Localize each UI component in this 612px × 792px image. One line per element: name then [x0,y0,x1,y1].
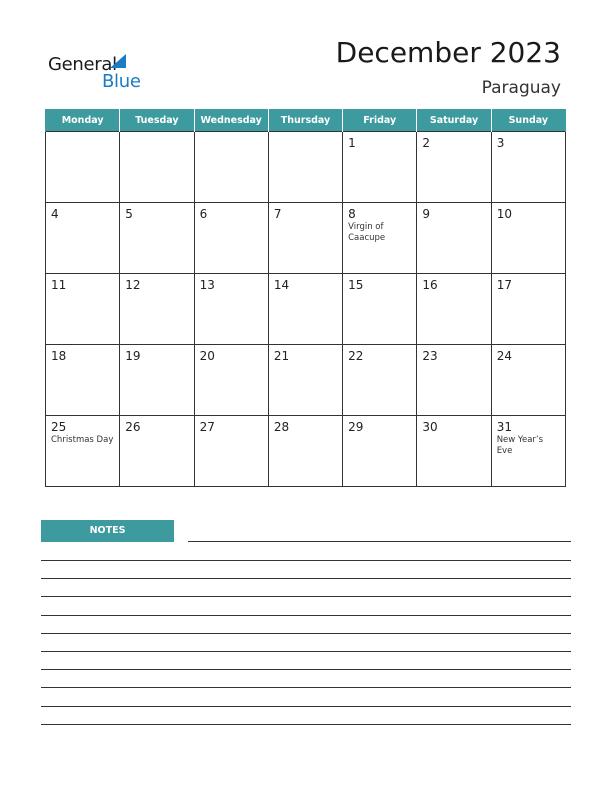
day-number: 23 [422,349,438,363]
day-cell [46,416,120,487]
holiday-label: New Year’s Eve [496,435,544,456]
day-cell [120,416,194,487]
day-number: 19 [125,349,141,363]
week-row [46,203,566,274]
day-cell [417,416,491,487]
day-number: 4 [51,207,59,221]
week-row [46,274,566,345]
day-cell [120,345,194,416]
day-cell [120,274,194,345]
weekday-header: Monday [46,109,120,132]
country-name: Paraguay [481,78,561,98]
day-number: 31 [496,420,512,434]
day-number: 9 [422,207,431,221]
day-number: 26 [125,420,141,434]
day-cell [343,345,417,416]
weekday-header: Sunday [491,109,565,132]
day-cell [268,416,342,487]
week-row [46,132,566,203]
day-cell [194,416,268,487]
calendar-grid [45,109,566,487]
day-number: 3 [496,136,505,150]
day-cell [194,274,268,345]
day-number: 5 [125,207,133,221]
day-number: 8 [348,207,356,221]
week-row [46,416,566,487]
logo-flag-icon [110,54,126,68]
weekday-header: Wednesday [194,109,268,132]
day-cell [46,203,120,274]
day-cell [120,203,194,274]
logo-text-blue: Blue [102,71,141,92]
day-cell [46,274,120,345]
day-number: 12 [125,278,141,292]
day-cell [194,203,268,274]
notes-line [41,724,571,725]
weekday-header: Thursday [268,109,342,132]
day-number: 16 [422,278,438,292]
weekday-header: Friday [343,109,417,132]
day-cell [268,132,342,203]
day-cell [46,132,120,203]
notes-line [41,578,571,579]
day-cell [343,132,417,203]
day-number: 21 [273,349,290,363]
day-cell [268,203,342,274]
day-cell [343,274,417,345]
day-cell [268,274,342,345]
day-cell [417,132,491,203]
notes-line [41,633,571,634]
weekday-header: Saturday [417,109,491,132]
day-cell [491,274,565,345]
notes-line [41,706,571,707]
holiday-label: Christmas Day [51,435,114,445]
day-number: 30 [422,420,438,434]
day-cell [491,345,565,416]
day-cell [491,416,565,487]
day-cell [417,345,491,416]
weekday-header: Tuesday [120,109,194,132]
generalblue-logo [48,52,148,92]
notes-line [41,687,571,688]
notes-line [41,669,571,670]
day-number: 13 [199,278,215,292]
week-row [46,345,566,416]
day-cell [417,274,491,345]
day-cell [120,132,194,203]
day-number: 14 [273,278,290,292]
day-cell [343,203,417,274]
page-title: December 2023 [335,36,561,69]
day-number: 25 [51,420,67,434]
day-cell [194,132,268,203]
day-cell [194,345,268,416]
notes-header: NOTES [41,520,174,542]
notes-line [41,615,571,616]
day-number: 15 [348,278,364,292]
day-cell [491,132,565,203]
day-cell [491,203,565,274]
day-number: 24 [496,349,512,363]
day-number: 1 [348,136,356,150]
day-number: 10 [496,207,512,221]
day-cell [46,345,120,416]
day-number: 7 [273,207,282,221]
day-number: 2 [422,136,431,150]
notes-line [41,560,571,561]
day-cell [417,203,491,274]
day-number: 29 [348,420,364,434]
day-number: 22 [348,349,364,363]
day-number: 18 [51,349,67,363]
notes-line [41,651,571,652]
day-number: 11 [51,278,67,292]
logo-text-general: General [48,54,117,75]
notes-line [188,541,571,542]
weekday-header-row [46,109,566,132]
day-number: 27 [199,420,215,434]
holiday-label: Virgin of Caacupe [348,222,386,243]
day-number: 28 [273,420,290,434]
day-number: 20 [199,349,215,363]
day-number: 6 [199,207,208,221]
day-cell [343,416,417,487]
day-cell [268,345,342,416]
day-number: 17 [496,278,512,292]
notes-line [41,596,571,597]
